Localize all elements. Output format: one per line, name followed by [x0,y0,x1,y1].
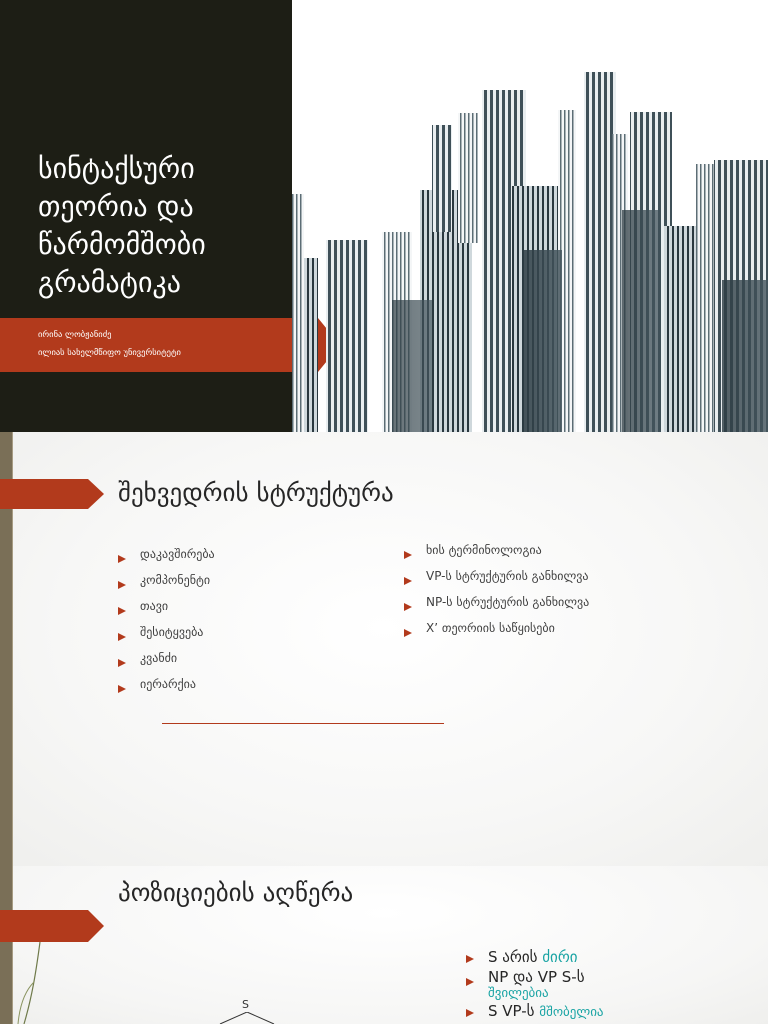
list-item: VP-ს სტრუქტურის განხილვა [404,568,589,594]
list-item: შესიტყვება [118,624,215,650]
list-item: კვანძი [118,650,215,676]
bullet-arrow-icon [404,577,412,585]
bullet-arrow-icon [118,659,126,667]
decorative-sprout-icon [14,942,54,1024]
bullet-arrow-icon [404,629,412,637]
author-name: ირინა ლობჟანიძე [38,330,112,340]
title-tab [0,910,104,942]
divider-line [162,723,444,724]
list-item: თავი [118,598,215,624]
positions-slide [0,866,768,1024]
slide-title: შეხვედრის სტრუქტურა [118,478,394,507]
list-item: NP-ს სტრუქტურის განხილვა [404,594,589,620]
bullet-arrow-icon [466,955,474,963]
list-item: NP და VP S-ს შვილებია [466,970,648,1002]
title-line: თეორია და [38,190,194,223]
title-slide [0,0,768,432]
side-accent-bar [0,866,12,1024]
list-item: ხის ტერმინოლოგია [404,542,589,568]
title-tab [0,479,104,509]
bullet-arrow-icon [404,603,412,611]
bullet-arrow-icon [118,555,126,563]
bullet-arrow-icon [118,607,126,615]
bullet-arrow-icon [118,685,126,693]
list-item: S VP-ს მშობელია [466,1002,648,1024]
list-item: X’ თეორიის საწყისები [404,620,589,646]
subtitle-ribbon [0,318,340,372]
list-item: იერარქია [118,676,215,702]
title-line: გრამატიკა [38,266,181,299]
bullet-arrow-icon [404,551,412,559]
bullet-arrow-icon [466,1009,474,1017]
presentation-title [38,150,288,302]
list-item: S არის ძირი [466,948,648,970]
title-line: სინტაქსური [38,152,195,185]
tree-root-label: S [242,998,249,1011]
tree-branches [200,1012,300,1024]
agenda-slide [0,432,768,866]
bullet-arrow-icon [118,581,126,589]
ribbon-shape [0,318,340,372]
author-affiliation: ილიას სახელმწიფო უნივერსიტეტი [38,348,181,358]
side-accent-line [12,866,13,1024]
bullet-list-left [118,546,215,702]
bullet-list-right [404,542,589,646]
title-line: წარმომშობი [38,228,206,261]
skyline-image [292,0,768,432]
bullet-arrow-icon [118,633,126,641]
list-item: კომპონენტი [118,572,215,598]
slide-title: პოზიციების აღწერა [118,878,354,907]
list-item: დაკავშირება [118,546,215,572]
bullet-list [466,948,648,1024]
bullet-arrow-icon [466,978,474,986]
